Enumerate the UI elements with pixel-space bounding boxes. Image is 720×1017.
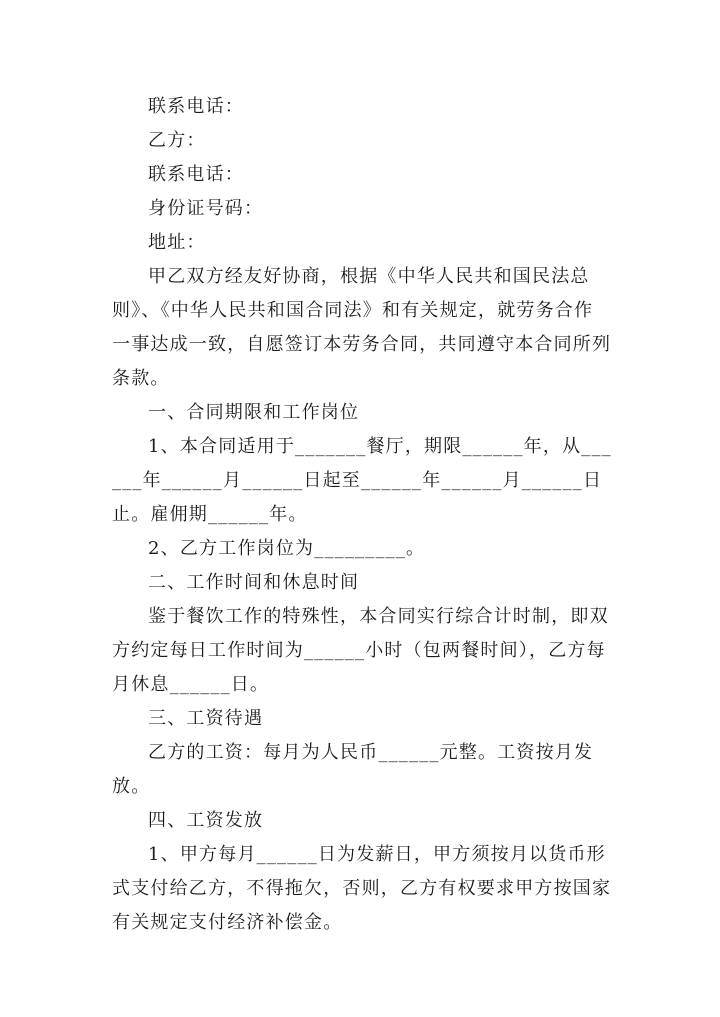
contact-phone-a: 联系电话： (148, 96, 244, 117)
clause-2: 鉴于餐饮工作的特殊性，本合同实行综合计时制，即双方约定每日工作时间为______小时（包两餐时间），乙方每月休息______日。 (112, 606, 609, 695)
party-b: 乙方： (148, 130, 206, 151)
section-heading-3: 三、工资待遇 (148, 708, 264, 729)
clause-3: 乙方的工资：每月为人民币______元整。工资按月发放。 (112, 742, 594, 797)
section-heading-1: 一、合同期限和工作岗位 (148, 402, 360, 423)
section-heading-4: 四、工资发放 (148, 810, 264, 831)
id-number: 身份证号码： (148, 198, 264, 219)
section-heading-2: 二、工作时间和休息时间 (148, 572, 360, 593)
clause-4-1: 1、甲方每月______日为发薪日，甲方须按月以货币形式支付给乙方，不得拖欠，否则，乙方有权要求甲方按国家有关规定支付经济补偿金。 (112, 844, 612, 933)
document-body (112, 90, 612, 940)
clause-1-1: 1、本合同适用于_______餐厅，期限______年，从______年______月______日起至______年______月______日止。雇佣期______年。 (112, 436, 612, 525)
preamble-paragraph: 甲乙双方经友好协商，根据《中华人民共和国民法总则》、《中华人民共和国合同法》和有关规定，就劳务合作一事达成一致，自愿签订本劳务合同，共同遵守本合同所列条款。 (112, 266, 612, 389)
contact-phone-b: 联系电话： (148, 164, 244, 185)
address: 地址： (148, 232, 206, 253)
clause-1-2: 2、乙方工作岗位为_________。 (148, 538, 426, 559)
